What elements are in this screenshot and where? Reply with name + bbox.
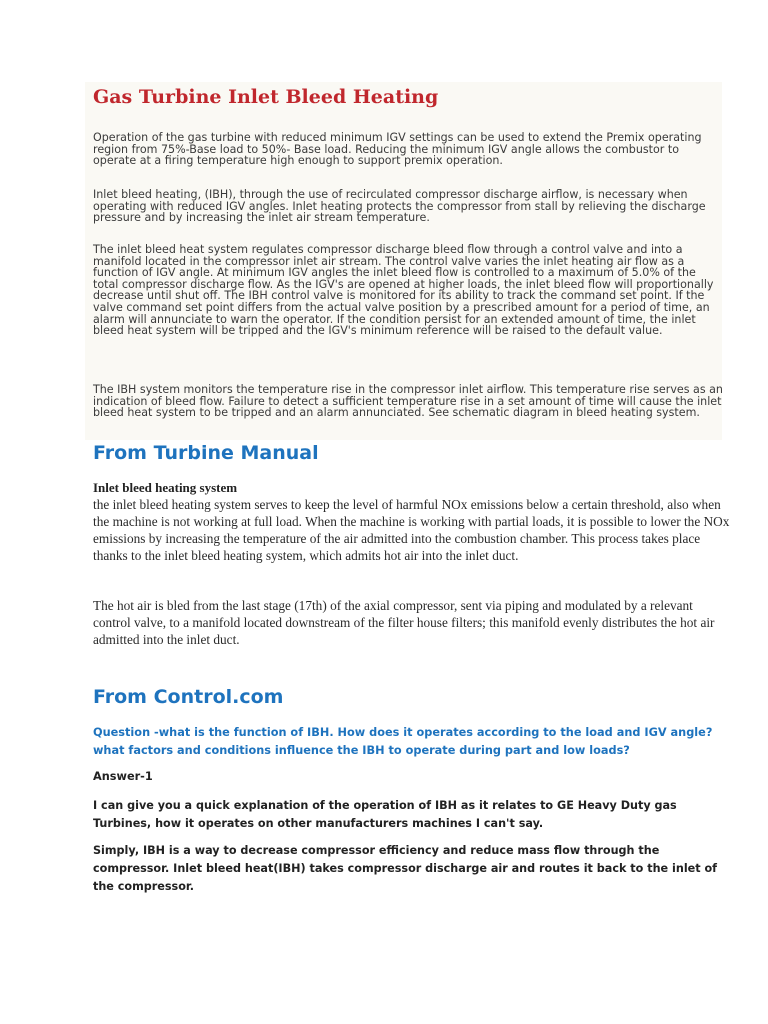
manual-paragraph: the inlet bleed heating system serves to keep the level of harmful NOx emissions below a certain threshold, also when the machine is not working at full load. When the machine is working with partial loads, it is possible to lower the NOx emissions by increasing the temperature of the air admitted into the combustion chamber. This process takes place thanks to the inlet bleed heating system, which admits hot air into the inlet duct.	[93, 497, 730, 563]
answer-paragraph: Simply, IBH is a way to decrease compressor efficiency and reduce mass flow through the compressor. Inlet bleed heat(IBH) takes compressor discharge air and routes it back to the inlet of the compressor.	[93, 844, 718, 893]
forum-question: Question -what is the function of IBH. How does it operates according to the load and IGV angle? what factors and conditions influence the IBH to operate during part and low loads?	[93, 726, 713, 757]
embedded-article-screenshot	[85, 82, 722, 440]
section-heading-turbine-manual: From Turbine Manual	[93, 442, 319, 464]
answer-paragraph: I can give you a quick explanation of the operation of IBH as it relates to GE Heavy Duty gas Turbines, how it operates on other manufacturers machines I can't say.	[93, 799, 677, 830]
article-paragraph: The inlet bleed heat system regulates compressor discharge bleed flow through a control valve and into a manifold located in the compressor inlet air stream. The control valve varies the inlet heating air flow as a function of IGV angle. At minimum IGV angles the inlet bleed flow is controlled to a maximum of 5.0% of the total compressor discharge flow. As the IGV's are opened at higher loads, the inlet bleed flow will proportionally decrease until shut off. The IBH control valve is monitored for its ability to track the command set point. If the valve command set point differs from the actual valve position by a prescribed amount for a period of time, an alarm will annunciate to warn the operator. If the condition persist for an extended amount of time, the inlet bleed heat system will be tripped and the IGV's minimum reference will be raised to the default value.	[93, 243, 714, 338]
article-paragraph: Operation of the gas turbine with reduced minimum IGV settings can be used to extend the Premix operating region from 75%-Base load to 50%- Base load. Reducing the minimum IGV angle allows the combustor to operate at a firing temperature high enough to support premix operation.	[93, 131, 702, 168]
answer-label: Answer-1	[93, 770, 153, 783]
manual-subheading: Inlet bleed heating system	[93, 480, 238, 495]
article-paragraph: Inlet bleed heating, (IBH), through the use of recirculated compressor discharge airflow, is necessary when operating with reduced IGV angles. Inlet heating protects the compressor from stall by relieving the discharge pressure and by increasing the inlet air stream temperature.	[93, 188, 706, 225]
manual-paragraph: The hot air is bled from the last stage (17th) of the axial compressor, sent via piping and modulated by a relevant control valve, to a manifold located downstream of the filter house filters; this manifold evenly distributes the hot air admitted into the inlet duct.	[93, 598, 715, 647]
section-heading-control-com: From Control.com	[93, 686, 284, 708]
article-title: Gas Turbine Inlet Bleed Heating	[93, 86, 439, 108]
article-paragraph: The IBH system monitors the temperature rise in the compressor inlet airflow. This temperature rise serves as an indication of bleed flow. Failure to detect a sufficient temperature rise in a set amount of time will cause the inlet bleed heat system to be tripped and an alarm annunciated. See schematic diagram in bleed heating system.	[93, 383, 723, 420]
